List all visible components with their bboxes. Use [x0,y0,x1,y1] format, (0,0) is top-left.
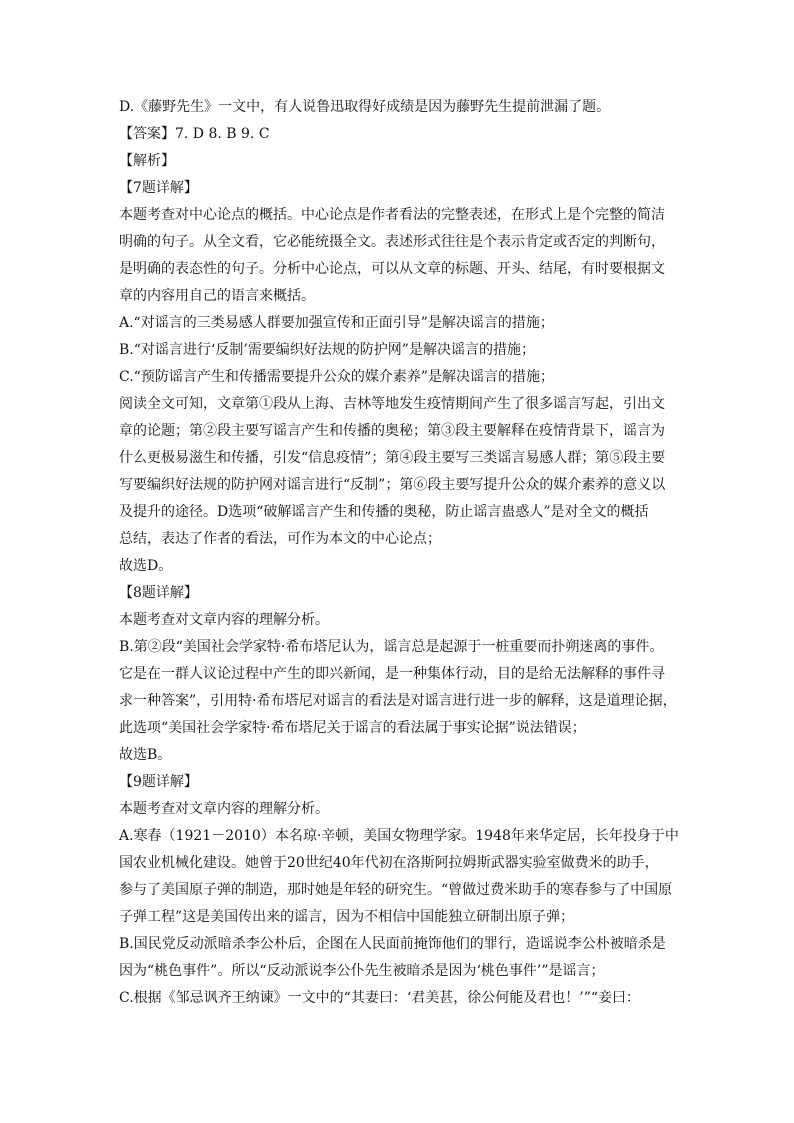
option-b-q9-analysis: B.国民党反动派暗杀李公朴后，企图在人民面前掩饰他们的罪行，造谣说李公朴被暗杀是 [119,936,666,952]
paragraph-line: 什么更极易滋生和传播，引发“信息疫情”；第④段主要写三类谣言易感人群；第⑤段主要 [119,450,666,466]
paragraph-line: 本题考查对文章内容的理解分析。 [119,801,329,817]
paragraph-line: 本题考查对文章内容的理解分析。 [119,612,329,628]
paragraph-line: 因为“桃色事件”。所以“反动派说李公仆先生被暗杀是因为‘桃色事件’”是谣言； [119,963,605,979]
paragraph-line: 章的内容用自己的语言来概括。 [119,288,315,304]
option-c-analysis: C.“预防谣言产生和传播需要提升公众的媒介素养”是解决谣言的措施； [119,369,554,385]
paragraph-line: 章的论题；第②段主要写谣言产生和传播的奥秘；第③段主要解释在疫情背景下，谣言为 [119,423,665,439]
q7-heading: 【7题详解】 [119,180,198,196]
option-a-q9-analysis: A.寒春（1921－2010）本名琼·辛顿，美国女物理学家。1948年来华定居，长年投身于中 [119,828,679,844]
analysis-heading: 【解析】 [119,153,175,169]
paragraph-line: 子弹工程”这是美国传出来的谣言，因为不相信中国能独立研制出原子弹； [119,909,575,925]
paragraph-line: 求一种答案”，引用特·希布塔尼对谣言的看法是对谣言进行进一步的解释，这是道理论据， [119,693,677,709]
q7-conclusion: 故选D。 [119,558,173,574]
answer-line: 【答案】7. D 8. B 9. C [119,126,270,142]
q8-conclusion: 故选B。 [119,747,172,763]
paragraph-line: 写要编织好法规的防护网对谣言进行“反制”；第⑥段主要写提升公众的媒介素养的意义以 [119,477,666,493]
option-c-q9-analysis: C.根据《邹忌讽齐王纳谏》一文中的“其妻曰：‘君美甚，徐公何能及君也！’”“妾曰： [119,990,641,1006]
paragraph-line: 此选项“美国社会学家特·希布塔尼关于谣言的看法属于事实论据”说法错误； [119,720,586,736]
option-b-q8-analysis: B.第②段“美国社会学家特·希布塔尼认为，谣言总是起源于一桩重要而扑朔迷离的事件。 [119,639,664,655]
paragraph-line: 它是在一群人议论过程中产生的即兴新闻，是一种集体行动，目的是给无法解释的事件寻 [119,666,665,682]
paragraph-line: 明确的句子。从全文看，它必能统摄全文。表述形式往往是个表示肯定或否定的判断句， [119,234,665,250]
paragraph-line: 阅读全文可知，文章第①段从上海、吉林等地发生疫情期间产生了很多谣言写起，引出文 [119,396,665,412]
paragraph-line: 参与了美国原子弹的制造，那时她是年轻的研究生。“曾做过费米助手的寒春参与了中国原 [119,882,673,898]
paragraph-line: 总结，表达了作者的看法，可作为本文的中心论点； [119,531,441,547]
paragraph-line: 国农业机械化建设。她曾于20世纪40年代初在洛斯阿拉姆斯武器实验室做费米的助手， [119,855,659,871]
paragraph-line: 是明确的表态性的句子。分析中心论点，可以从文章的标题、开头、结尾，有时要根据文 [119,261,665,277]
paragraph-line: 本题考查对中心论点的概括。中心论点是作者看法的完整表述，在形式上是个完整的简洁 [119,207,665,223]
paragraph-line: 及提升的途径。D选项“破解谣言产生和传播的奥秘，防止谣言蛊惑人”是对全文的概括 [119,504,649,520]
option-a-analysis: A.“对谣言的三类易感人群要加强宣传和正面引导”是解决谣言的措施； [119,315,554,331]
q8-heading: 【8题详解】 [119,585,198,601]
option-d-text: D.《藤野先生》一文中，有人说鲁迅取得好成绩是因为藤野先生提前泄漏了题。 [119,99,611,115]
option-b-analysis: B.“对谣言进行‘反制’需要编织好法规的防护网”是解决谣言的措施； [119,342,535,358]
q9-heading: 【9题详解】 [119,774,198,790]
